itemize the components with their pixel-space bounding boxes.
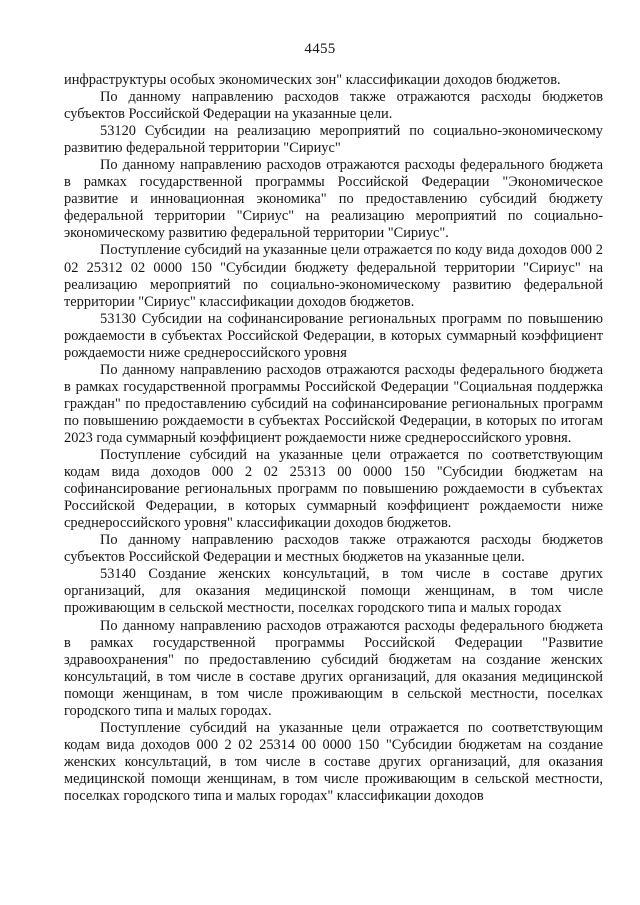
page-number: 4455 bbox=[304, 41, 336, 57]
paragraph: Поступление субсидий на указанные цели отражается по соответствующим кодам вида доходов 000 2 02 25313 00 0000 150 "Субсидии бюджетам на софинансирование региональных программ по повышению рождаемости в субъектах Российской Федерации, в которых суммарный коэффициент рождаемости ниже среднероссийского уровня" классификации доходов бюджетов. bbox=[64, 447, 603, 532]
paragraph: Поступление субсидий на указанные цели отражается по соответствующим кодам вида доходов 000 2 02 25314 00 0000 150 "Субсидии бюджетам на создание женских консультаций, в том числе в составе других организаций, для оказания медицинской помощи женщинам, в том числе проживающим в сельской местности, поселках городского типа и малых городах" классификации доходов bbox=[64, 719, 603, 804]
section-heading-53120: 53120 Субсидии на реализацию мероприятий по социально-экономическому развитию федеральной территории "Сириус" bbox=[64, 123, 603, 157]
paragraph: По данному направлению расходов отражаются расходы федерального бюджета в рамках государственной программы Российской Федерации "Развитие здравоохранения" по предоставлению субсидий бюджетам на создание женских консультаций, в том числе в составе других организаций, для оказания медицинской помощи женщинам, в том числе проживающим в сельской местности, поселках городского типа и малых городах. bbox=[64, 617, 603, 719]
paragraph: По данному направлению расходов также отражаются расходы бюджетов субъектов Российской Федерации и местных бюджетов на указанные цели. bbox=[64, 532, 603, 566]
section-heading-53140: 53140 Создание женских консультаций, в том числе в составе других организаций, для оказания медицинской помощи женщинам, в том числе проживающим в сельской местности, поселках городского типа и малых городах bbox=[64, 566, 603, 617]
document-body bbox=[64, 72, 603, 805]
paragraph: Поступление субсидий на указанные цели отражается по коду вида доходов 000 2 02 25312 02 0000 150 "Субсидии бюджету федеральной территории "Сириус" на реализацию мероприятий по социально-экономическому развитию федеральной территории "Сириус" классификации доходов бюджетов. bbox=[64, 242, 603, 310]
section-heading-53130: 53130 Субсидии на софинансирование региональных программ по повышению рождаемости в субъектах Российской Федерации, в которых суммарный коэффициент рождаемости ниже среднероссийского уровня bbox=[64, 310, 603, 361]
paragraph: По данному направлению расходов отражаются расходы федерального бюджета в рамках государственной программы Российской Федерации "Социальная поддержка граждан" по предоставлению субсидий на софинансирование региональных программ по повышению рождаемости в субъектах Российской Федерации, в которых по итогам 2023 года суммарный коэффициент рождаемости ниже среднероссийского уровня. bbox=[64, 361, 603, 446]
paragraph-continuation: инфраструктуры особых экономических зон" классификации доходов бюджетов. bbox=[64, 72, 561, 88]
paragraph: По данному направлению расходов отражаются расходы федерального бюджета в рамках государственной программы Российской Федерации "Экономическое развитие и инновационная экономика" по предоставлению субсидий бюджету федеральной территории "Сириус" на реализацию мероприятий по социально-экономическому развитию федеральной территории "Сириус". bbox=[64, 157, 603, 242]
paragraph: По данному направлению расходов также отражаются расходы бюджетов субъектов Российской Федерации на указанные цели. bbox=[64, 89, 603, 123]
